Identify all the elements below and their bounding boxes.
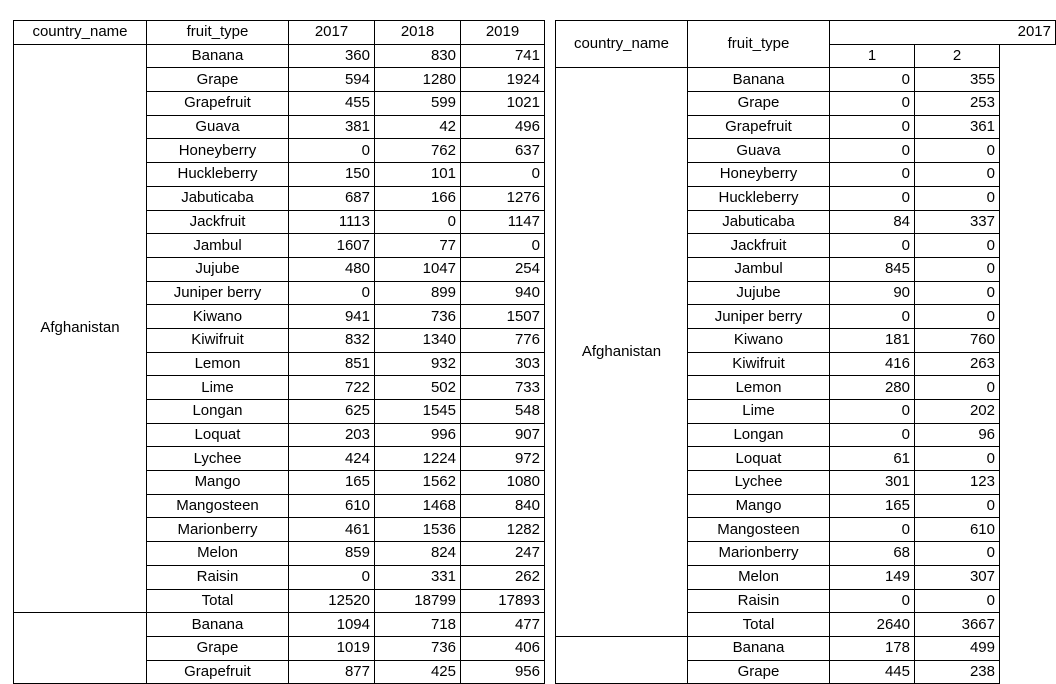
value-cell: 2640 (830, 613, 915, 637)
fruit-cell: Banana (147, 44, 289, 68)
value-cell: 741 (461, 44, 545, 68)
value-cell: 424 (289, 447, 375, 471)
fruit-cell: Marionberry (147, 518, 289, 542)
value-cell: 840 (461, 494, 545, 518)
value-cell: 238 (915, 660, 1000, 684)
value-cell: 202 (915, 400, 1000, 424)
column-header: country_name (556, 21, 688, 68)
value-cell: 445 (830, 660, 915, 684)
value-cell: 178 (830, 636, 915, 660)
table-row (556, 68, 1056, 92)
value-cell: 0 (830, 589, 915, 613)
value-cell: 0 (830, 518, 915, 542)
value-cell: 502 (375, 376, 461, 400)
value-cell: 254 (461, 257, 545, 281)
value-cell: 736 (375, 636, 461, 660)
fruit-cell: Marionberry (688, 542, 830, 566)
fruit-cell: Jabuticaba (147, 186, 289, 210)
value-cell: 996 (375, 423, 461, 447)
fruit-cell: Longan (688, 423, 830, 447)
value-cell: 832 (289, 328, 375, 352)
fruit-cell: Grape (147, 636, 289, 660)
fruit-cell: Grape (688, 660, 830, 684)
value-cell: 907 (461, 423, 545, 447)
fruit-cell: Jujube (147, 257, 289, 281)
value-cell: 307 (915, 565, 1000, 589)
value-cell: 165 (289, 471, 375, 495)
country-cell: Afghanistan (14, 44, 147, 613)
value-cell: 12520 (289, 589, 375, 613)
value-cell: 0 (830, 163, 915, 187)
fruit-cell: Lime (688, 400, 830, 424)
value-cell: 877 (289, 660, 375, 684)
value-cell: 149 (830, 565, 915, 589)
fruit-cell: Guava (147, 115, 289, 139)
fruit-cell: Lychee (147, 447, 289, 471)
value-cell: 830 (375, 44, 461, 68)
value-cell: 733 (461, 376, 545, 400)
value-cell: 0 (915, 494, 1000, 518)
fruit-cell: Mango (147, 471, 289, 495)
value-cell: 90 (830, 281, 915, 305)
value-cell: 776 (461, 328, 545, 352)
fruit-cell: Mango (688, 494, 830, 518)
fruit-cell: Banana (147, 613, 289, 637)
value-cell: 61 (830, 447, 915, 471)
value-cell: 381 (289, 115, 375, 139)
fruit-cell: Jackfruit (688, 234, 830, 258)
value-cell: 84 (830, 210, 915, 234)
value-cell: 0 (830, 400, 915, 424)
value-cell: 1113 (289, 210, 375, 234)
value-cell: 1340 (375, 328, 461, 352)
value-cell: 150 (289, 163, 375, 187)
column-header: 1 (830, 44, 915, 68)
value-cell: 0 (830, 139, 915, 163)
value-cell: 17893 (461, 589, 545, 613)
value-cell: 262 (461, 565, 545, 589)
value-cell: 0 (915, 447, 1000, 471)
fruit-cell: Kiwifruit (688, 352, 830, 376)
value-cell: 1094 (289, 613, 375, 637)
value-cell: 851 (289, 352, 375, 376)
value-cell: 760 (915, 328, 1000, 352)
value-cell: 0 (915, 186, 1000, 210)
value-cell: 0 (461, 234, 545, 258)
value-cell: 1080 (461, 471, 545, 495)
fruit-cell: Raisin (147, 565, 289, 589)
fruit-cell: Lychee (688, 471, 830, 495)
value-cell: 0 (289, 565, 375, 589)
value-cell: 0 (830, 305, 915, 329)
fruit-cell: Melon (688, 565, 830, 589)
fruit-cell: Total (688, 613, 830, 637)
value-cell: 0 (461, 163, 545, 187)
fruit-cell: Kiwano (688, 328, 830, 352)
table-row (556, 636, 1056, 660)
fruit-cell: Grapefruit (147, 92, 289, 116)
value-cell: 0 (289, 139, 375, 163)
value-cell: 0 (915, 542, 1000, 566)
fruit-cell: Kiwano (147, 305, 289, 329)
value-cell: 859 (289, 542, 375, 566)
value-cell: 181 (830, 328, 915, 352)
value-cell: 0 (915, 257, 1000, 281)
value-cell: 0 (915, 139, 1000, 163)
fruit-cell: Banana (688, 68, 830, 92)
value-cell: 941 (289, 305, 375, 329)
value-cell: 1607 (289, 234, 375, 258)
value-cell: 1545 (375, 400, 461, 424)
value-cell: 263 (915, 352, 1000, 376)
value-cell: 722 (289, 376, 375, 400)
fruit-cell: Raisin (688, 589, 830, 613)
fruit-cell: Grape (147, 68, 289, 92)
value-cell: 548 (461, 400, 545, 424)
fruit-cell: Huckleberry (688, 186, 830, 210)
column-header: fruit_type (688, 21, 830, 68)
value-cell: 1562 (375, 471, 461, 495)
value-cell: 899 (375, 281, 461, 305)
left-pivot-table (13, 20, 545, 684)
column-header: 2017 (289, 21, 375, 45)
column-header: fruit_type (147, 21, 289, 45)
value-cell: 406 (461, 636, 545, 660)
value-cell: 0 (830, 186, 915, 210)
value-cell: 1224 (375, 447, 461, 471)
value-cell: 247 (461, 542, 545, 566)
fruit-cell: Jackfruit (147, 210, 289, 234)
value-cell: 0 (830, 234, 915, 258)
value-cell: 1468 (375, 494, 461, 518)
value-cell: 166 (375, 186, 461, 210)
value-cell: 331 (375, 565, 461, 589)
value-cell: 123 (915, 471, 1000, 495)
value-cell: 303 (461, 352, 545, 376)
value-cell: 280 (830, 376, 915, 400)
value-cell: 1282 (461, 518, 545, 542)
value-cell: 956 (461, 660, 545, 684)
fruit-cell: Grapefruit (147, 660, 289, 684)
fruit-cell: Banana (688, 636, 830, 660)
fruit-cell: Jambul (688, 257, 830, 281)
value-cell: 42 (375, 115, 461, 139)
value-cell: 1536 (375, 518, 461, 542)
fruit-cell: Longan (147, 400, 289, 424)
value-cell: 972 (461, 447, 545, 471)
year-header: 2017 (830, 21, 1056, 45)
country-cell: Afghanistan (556, 68, 688, 637)
value-cell: 0 (915, 376, 1000, 400)
value-cell: 932 (375, 352, 461, 376)
value-cell: 337 (915, 210, 1000, 234)
fruit-cell: Lemon (147, 352, 289, 376)
fruit-cell: Lemon (688, 376, 830, 400)
fruit-cell: Honeyberry (688, 163, 830, 187)
value-cell: 0 (830, 68, 915, 92)
value-cell: 101 (375, 163, 461, 187)
header-row (556, 21, 1056, 45)
value-cell: 68 (830, 542, 915, 566)
value-cell: 0 (915, 234, 1000, 258)
value-cell: 610 (915, 518, 1000, 542)
value-cell: 253 (915, 92, 1000, 116)
value-cell: 762 (375, 139, 461, 163)
column-header: country_name (14, 21, 147, 45)
value-cell: 1276 (461, 186, 545, 210)
value-cell: 1019 (289, 636, 375, 660)
value-cell: 0 (830, 423, 915, 447)
value-cell: 1507 (461, 305, 545, 329)
value-cell: 594 (289, 68, 375, 92)
fruit-cell: Loquat (688, 447, 830, 471)
value-cell: 1924 (461, 68, 545, 92)
value-cell: 18799 (375, 589, 461, 613)
value-cell: 96 (915, 423, 1000, 447)
column-header: 2018 (375, 21, 461, 45)
value-cell: 1147 (461, 210, 545, 234)
value-cell: 496 (461, 115, 545, 139)
fruit-cell: Grapefruit (688, 115, 830, 139)
header-row (14, 21, 545, 45)
value-cell: 736 (375, 305, 461, 329)
right-pivot-table (555, 20, 1056, 684)
value-cell: 0 (830, 115, 915, 139)
fruit-cell: Jambul (147, 234, 289, 258)
value-cell: 461 (289, 518, 375, 542)
value-cell: 1021 (461, 92, 545, 116)
value-cell: 301 (830, 471, 915, 495)
value-cell: 165 (830, 494, 915, 518)
fruit-cell: Mangosteen (147, 494, 289, 518)
value-cell: 824 (375, 542, 461, 566)
value-cell: 687 (289, 186, 375, 210)
value-cell: 77 (375, 234, 461, 258)
fruit-cell: Melon (147, 542, 289, 566)
column-header: 2019 (461, 21, 545, 45)
fruit-cell: Honeyberry (147, 139, 289, 163)
value-cell: 480 (289, 257, 375, 281)
fruit-cell: Huckleberry (147, 163, 289, 187)
fruit-cell: Lime (147, 376, 289, 400)
value-cell: 3667 (915, 613, 1000, 637)
value-cell: 610 (289, 494, 375, 518)
value-cell: 455 (289, 92, 375, 116)
table-row (14, 44, 545, 68)
value-cell: 1280 (375, 68, 461, 92)
value-cell: 625 (289, 400, 375, 424)
fruit-cell: Juniper berry (147, 281, 289, 305)
value-cell: 1047 (375, 257, 461, 281)
value-cell: 477 (461, 613, 545, 637)
value-cell: 355 (915, 68, 1000, 92)
value-cell: 499 (915, 636, 1000, 660)
fruit-cell: Mangosteen (688, 518, 830, 542)
fruit-cell: Juniper berry (688, 305, 830, 329)
value-cell: 718 (375, 613, 461, 637)
fruit-cell: Total (147, 589, 289, 613)
country-cell (556, 636, 688, 683)
value-cell: 0 (915, 281, 1000, 305)
value-cell: 0 (830, 92, 915, 116)
fruit-cell: Jujube (688, 281, 830, 305)
value-cell: 416 (830, 352, 915, 376)
fruit-cell: Jabuticaba (688, 210, 830, 234)
value-cell: 361 (915, 115, 1000, 139)
value-cell: 0 (915, 163, 1000, 187)
value-cell: 0 (289, 281, 375, 305)
table-row (14, 613, 545, 637)
value-cell: 360 (289, 44, 375, 68)
fruit-cell: Loquat (147, 423, 289, 447)
value-cell: 425 (375, 660, 461, 684)
value-cell: 940 (461, 281, 545, 305)
fruit-cell: Guava (688, 139, 830, 163)
value-cell: 599 (375, 92, 461, 116)
value-cell: 637 (461, 139, 545, 163)
fruit-cell: Kiwifruit (147, 328, 289, 352)
country-cell (14, 613, 147, 684)
value-cell: 203 (289, 423, 375, 447)
fruit-cell: Grape (688, 92, 830, 116)
value-cell: 0 (375, 210, 461, 234)
value-cell: 845 (830, 257, 915, 281)
column-header: 2 (915, 44, 1000, 68)
value-cell: 0 (915, 589, 1000, 613)
value-cell: 0 (915, 305, 1000, 329)
